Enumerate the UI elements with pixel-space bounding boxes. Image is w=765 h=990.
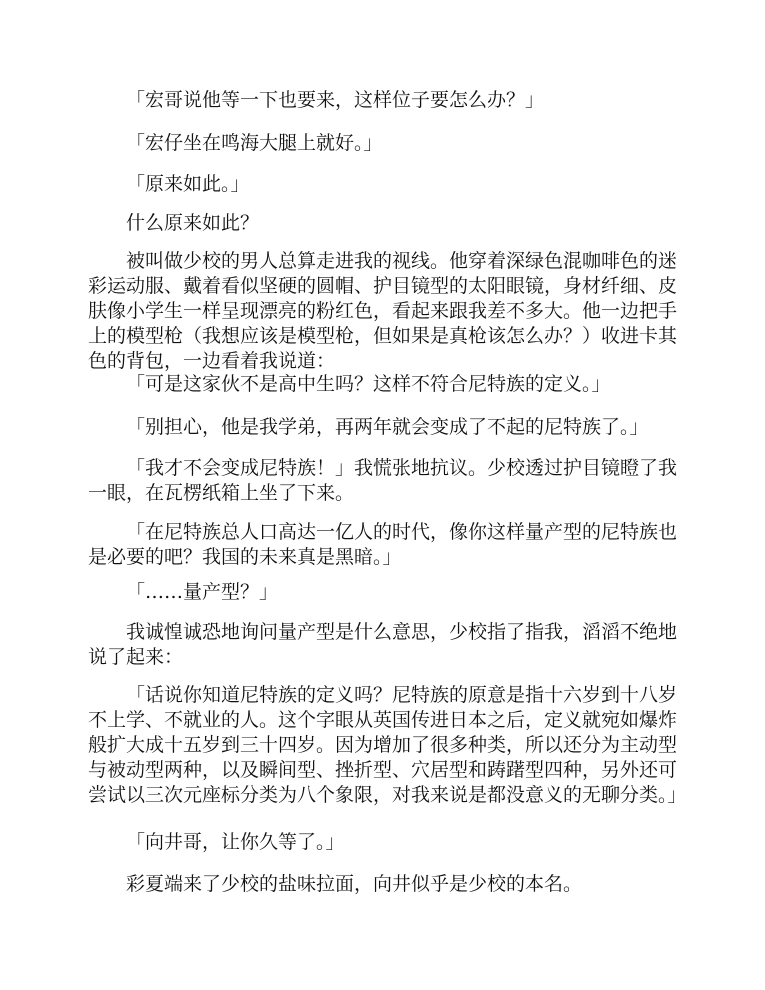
- paragraph: 什么原来如此？: [126, 212, 260, 234]
- paragraph: 我诚惶诚恐地询问量产型是什么意思，少校指了指我，滔滔不绝地说了起来：: [88, 621, 678, 668]
- paragraph: 「话说你知道尼特族的定义吗？尼特族的原意是指十六岁到十八岁不上学、不就业的人。这个字眼从英国传进日本之后，定义就宛如爆炸般扩大成十五岁到三十四岁。因为增加了很多种类，所以还分为主动型与被动型两种，以及瞬间型、挫折型、穴居型和踌躇型四种，另外还可尝试以三次元座标分类为八个象限，对我来说是都没意义的无聊分类。」: [88, 684, 687, 806]
- paragraph: 「宏哥说他等一下也要来，这样位子要怎么办？」: [126, 89, 545, 111]
- paragraph: 「原来如此。」: [126, 173, 250, 195]
- paragraph: 「可是这家伙不是高中生吗？这样不符合尼特族的定义。」: [126, 373, 611, 395]
- paragraph: 彩夏端来了少校的盐味拉面，向井似乎是少校的本名。: [126, 873, 583, 895]
- paragraph: 「向井哥，让你久等了。」: [126, 831, 345, 853]
- paragraph: 「在尼特族总人口高达一亿人的时代，像你这样量产型的尼特族也是必要的吧？我国的未来真是黑暗。」: [88, 521, 678, 568]
- paragraph: 「别担心，他是我学弟，再两年就会变成了不起的尼特族了。」: [126, 416, 649, 438]
- paragraph: 「宏仔坐在鸣海大腿上就好。」: [126, 132, 383, 154]
- paragraph: 「我才不会变成尼特族！」我慌张地抗议。少校透过护目镜瞪了我一眼，在瓦楞纸箱上坐了下来。: [88, 457, 678, 504]
- paragraph: 「……量产型？」: [126, 581, 279, 603]
- paragraph: 被叫做少校的男人总算走进我的视线。他穿着深绿色混咖啡色的迷彩运动服、戴着看似坚硬的圆帽、护目镜型的太阳眼镜，身材纤细、皮肤像小学生一样呈现漂亮的粉红色，看起来跟我差不多大。他一边把手上的模型枪（我想应该是模型枪，但如果是真枪该怎么办？）收进卡其色的背包，一边看着我说道：: [88, 250, 678, 372]
